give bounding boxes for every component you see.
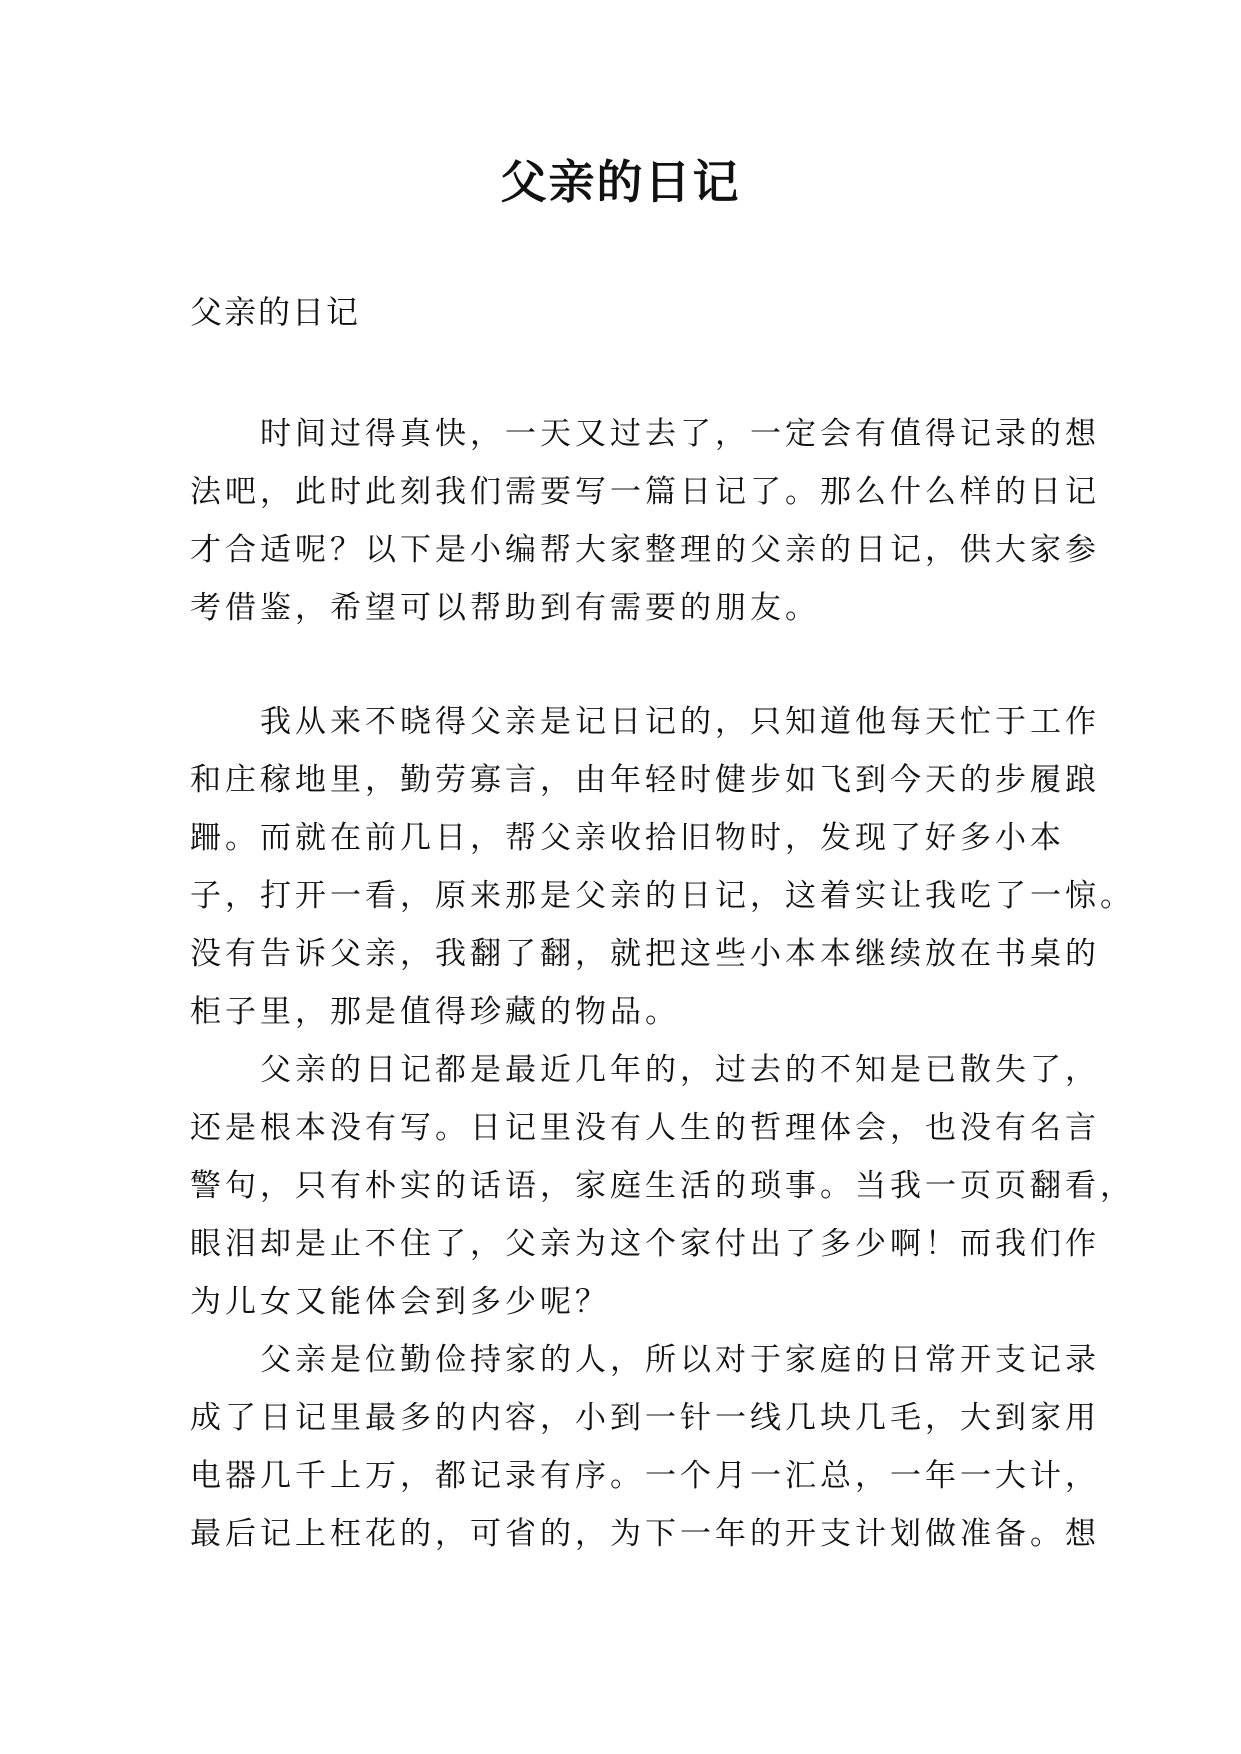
paragraph-discovery	[190, 693, 1135, 1041]
text-line: 父亲的日记都是最近几年的，过去的不知是已散失了，	[190, 1052, 1100, 1088]
text-line: 电器几千上万，都记录有序。一个月一汇总，一年一大计，	[190, 1458, 1100, 1494]
text-line: 子，打开一看，原来那是父亲的日记，这着实让我吃了一惊。	[190, 878, 1135, 914]
paragraph-recent-years	[190, 1041, 1135, 1331]
text-line: 考借鉴，希望可以帮助到有需要的朋友。	[190, 590, 820, 626]
text-line: 和庄稼地里，勤劳寡言，由年轻时健步如飞到今天的步履踉	[190, 762, 1100, 798]
text-line: 还是根本没有写。日记里没有人生的哲理体会，也没有名言	[190, 1110, 1100, 1146]
paragraph-intro	[190, 405, 1100, 637]
text-line: 我从来不晓得父亲是记日记的，只知道他每天忙于工作	[190, 704, 1100, 740]
text-line: 才合适呢？以下是小编帮大家整理的父亲的日记，供大家参	[190, 532, 1100, 568]
text-line: 法吧，此时此刻我们需要写一篇日记了。那么什么样的日记	[190, 474, 1100, 510]
text-line: 最后记上枉花的，可省的，为下一年的开支计划做准备。想	[190, 1516, 1100, 1552]
document-subtitle: 父亲的日记	[190, 293, 361, 331]
text-line: 没有告诉父亲，我翻了翻，就把这些小本本继续放在书桌的	[190, 936, 1100, 972]
text-line: 跚。而就在前几日，帮父亲收拾旧物时，发现了好多小本	[190, 820, 1065, 856]
text-line: 眼泪却是止不住了，父亲为这个家付出了多少啊！而我们作	[190, 1226, 1100, 1262]
text-line: 父亲是位勤俭持家的人，所以对于家庭的日常开支记录	[190, 1342, 1100, 1378]
text-line: 柜子里，那是值得珍藏的物品。	[190, 994, 680, 1030]
paragraph-thrifty	[190, 1331, 1100, 1563]
text-line: 警句，只有朴实的话语，家庭生活的琐事。当我一页页翻看，	[190, 1168, 1135, 1204]
document-title: 父亲的日记	[500, 155, 741, 209]
text-line: 为儿女又能体会到多少呢？	[190, 1284, 610, 1320]
text-line: 时间过得真快，一天又过去了，一定会有值得记录的想	[190, 416, 1100, 452]
text-line: 成了日记里最多的内容，小到一针一线几块几毛，大到家用	[190, 1400, 1100, 1436]
